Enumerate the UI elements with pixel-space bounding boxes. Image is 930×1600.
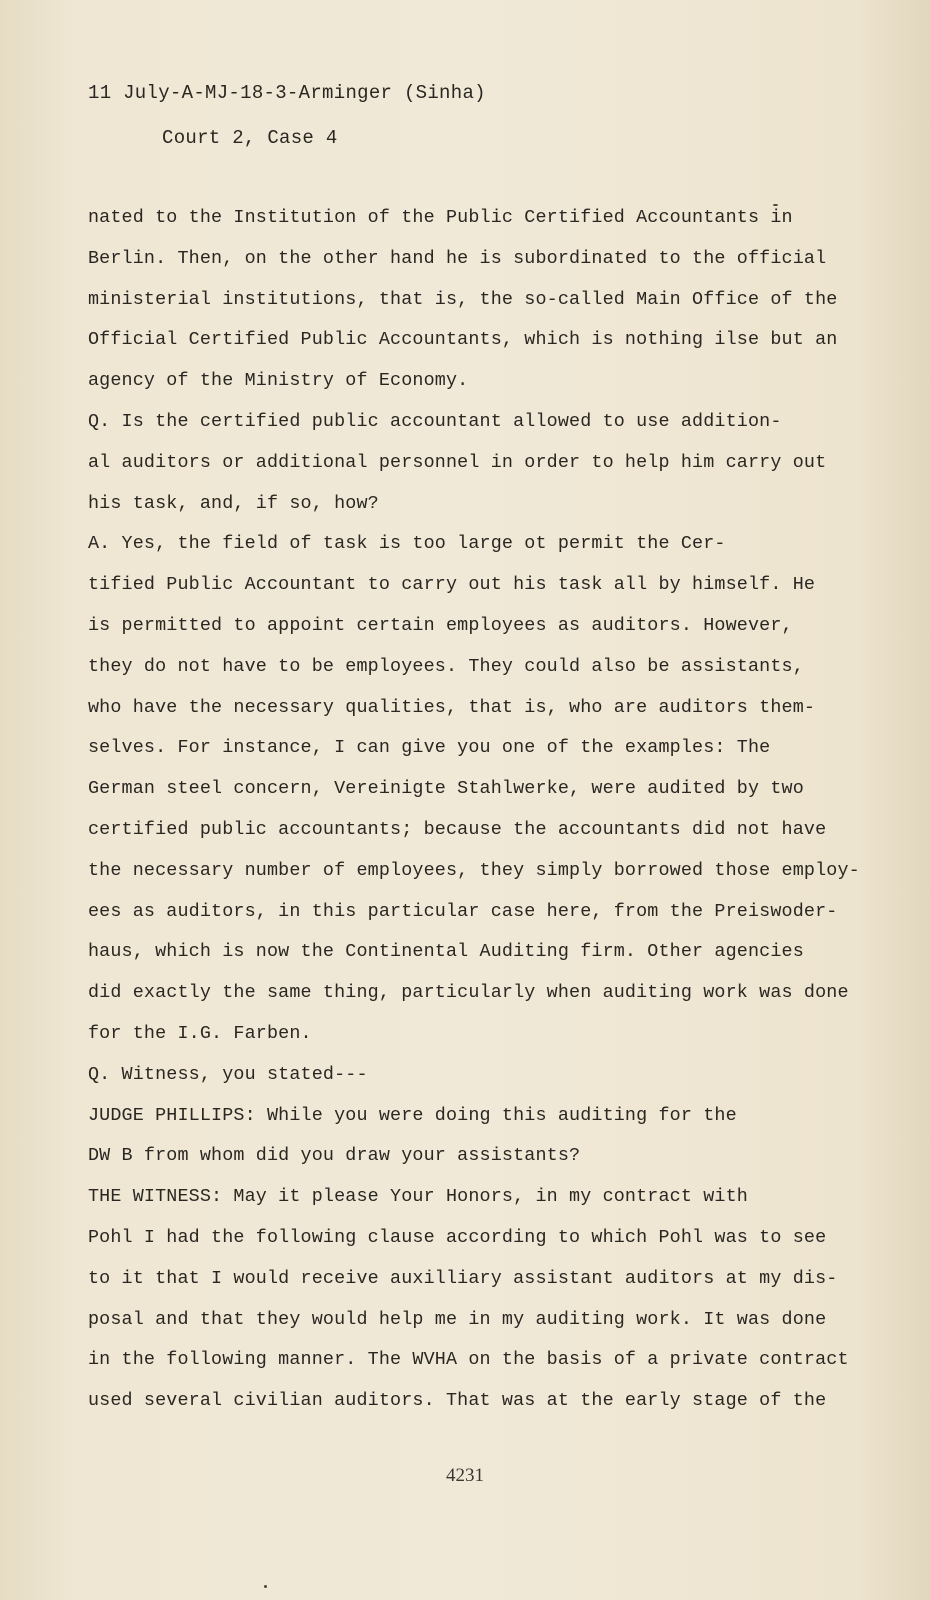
- transcript-line: selves. For instance, I can give you one of the examples: The: [88, 737, 771, 759]
- transcript-line: nated to the Institution of the Public Certified Accountants in: [88, 207, 793, 228]
- transcript-line: agency of the Ministry of Economy.: [88, 370, 469, 392]
- transcript-line: did exactly the same thing, particularly when auditing work was done: [88, 982, 849, 1004]
- transcript-line: ees as auditors, in this particular case here, from the Preiswoder-: [88, 900, 838, 922]
- transcript-line: Q. Is the certified public accountant allowed to use addition-: [88, 410, 782, 432]
- transcript-body: [88, 198, 888, 1422]
- transcript-line: ministerial institutions, that is, the so-called Main Office of the: [88, 288, 838, 310]
- transcript-line: the necessary number of employees, they simply borrowed those employ-: [88, 859, 860, 881]
- transcript-line: tified Public Accountant to carry out his task all by himself. He: [88, 574, 816, 596]
- transcript-line: JUDGE PHILLIPS: While you were doing this auditing for the: [88, 1104, 737, 1126]
- transcript-line: Pohl I had the following clause according to which Pohl was to see: [88, 1226, 827, 1248]
- transcript-line: DW B from whom did you draw your assistants?: [88, 1145, 581, 1167]
- transcript-line: posal and that they would help me in my auditing work. It was done: [88, 1308, 827, 1330]
- page-number: 4231: [446, 1465, 484, 1486]
- transcript-line: THE WITNESS: May it please Your Honors, in my contract with: [88, 1186, 748, 1208]
- transcript-line: who have the necessary qualities, that is, who are auditors them-: [88, 696, 816, 718]
- transcript-line: al auditors or additional personnel in order to help him carry out: [88, 451, 827, 473]
- transcript-line: used several civilian auditors. That was at the early stage of the: [88, 1390, 827, 1412]
- transcript-line: is permitted to appoint certain employees as auditors. However,: [88, 614, 793, 636]
- transcript-line: Official Certified Public Accountants, which is nothing ilse but an: [88, 329, 838, 351]
- transcript-line: A. Yes, the field of task is too large ot permit the Cer-: [88, 533, 726, 555]
- paper-speck: [773, 204, 778, 206]
- transcript-line: his task, and, if so, how?: [88, 492, 379, 514]
- transcript-line: German steel concern, Vereinigte Stahlwerke, were audited by two: [88, 778, 804, 800]
- document-reference: 11 July-A-MJ-18-3-Arminger (Sinha): [88, 82, 486, 104]
- transcript-line: they do not have to be employees. They could also be assistants,: [88, 655, 804, 677]
- transcript-line: to it that I would receive auxilliary assistant auditors at my dis-: [88, 1267, 838, 1289]
- transcript-line: Berlin. Then, on the other hand he is subordinated to the official: [88, 247, 827, 269]
- transcript-line: Q. Witness, you stated---: [88, 1063, 368, 1085]
- transcript-line: for the I.G. Farben.: [88, 1022, 312, 1044]
- transcript-line: haus, which is now the Continental Auditing firm. Other agencies: [88, 941, 804, 963]
- transcript-line: in the following manner. The WVHA on the basis of a private contract: [88, 1349, 849, 1371]
- paper-speck: [264, 1585, 267, 1588]
- court-case-label: Court 2, Case 4: [162, 127, 338, 149]
- transcript-line: certified public accountants; because the accountants did not have: [88, 818, 827, 840]
